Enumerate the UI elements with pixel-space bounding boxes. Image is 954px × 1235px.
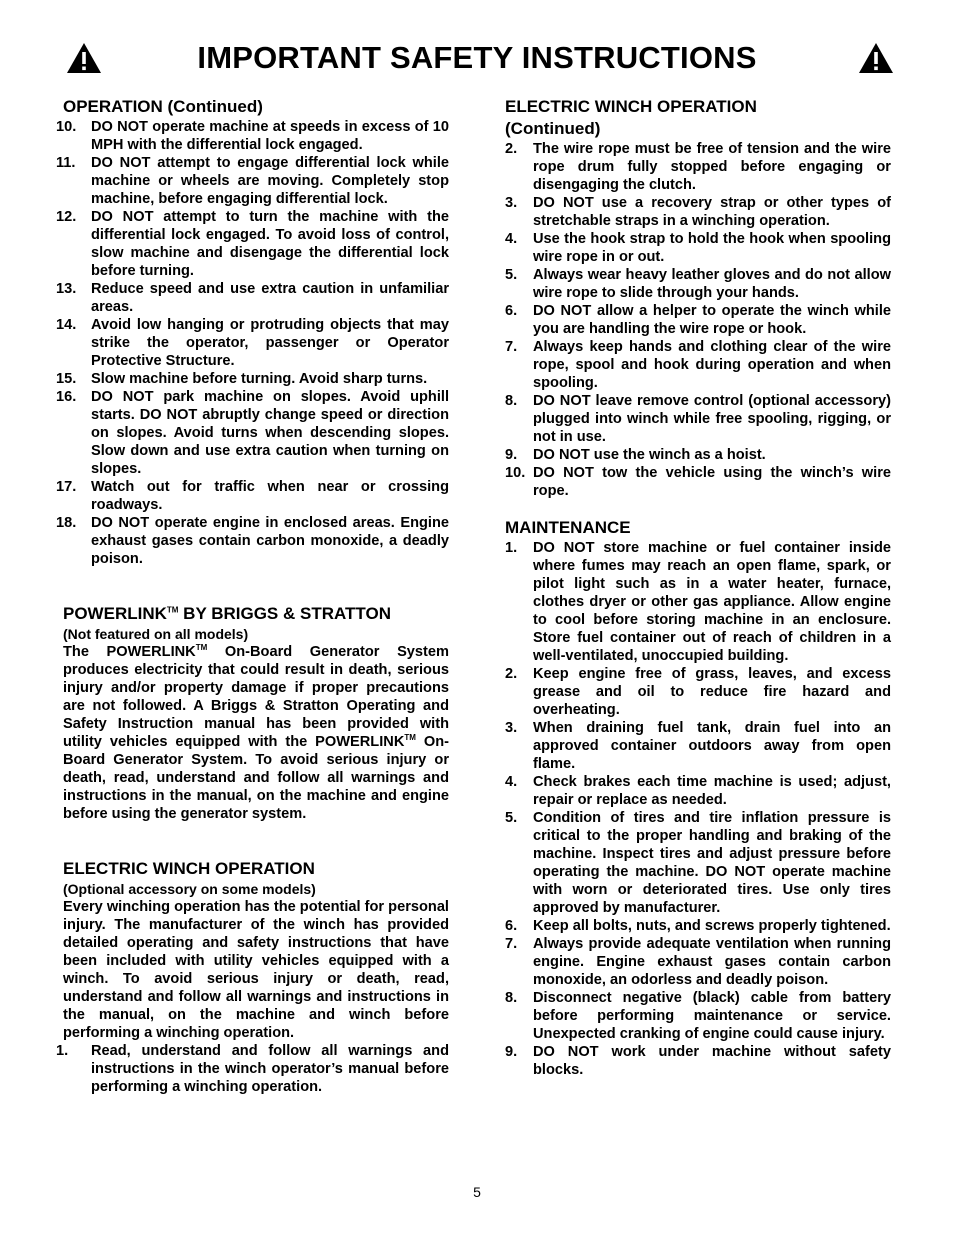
list-item: 10. DO NOT tow the vehicle using the winch’s wire rope.: [505, 465, 891, 499]
list-item: 17. Watch out for traffic when near or crossing roadways.: [56, 479, 449, 513]
list-item: 8. Disconnect negative (black) cable from battery before performing maintenance or service. Unexpected cranking of engine could cause injury.: [505, 990, 891, 1042]
list-item: 6. DO NOT allow a helper to operate the winch while you are handling the wire rope or hook.: [505, 303, 891, 337]
list-item: 2. The wire rope must be free of tension and the wire rope drum fully stopped before engaging or disengaging the clutch.: [505, 141, 891, 193]
winch-heading: ELECTRIC WINCH OPERATION: [63, 859, 315, 878]
list-item: 3. DO NOT use a recovery strap or other types of stretchable straps in a winching operation.: [505, 195, 891, 229]
list-item: 14. Avoid low hanging or protruding objects that may strike the operator, passenger or Operator Protective Structure.: [56, 317, 449, 369]
list-item: 1. DO NOT store machine or fuel container inside where fumes may reach an open flame, spark, or pilot light such as in a water heater, furnace, clothes dryer or other gas appliance. Allow engine to cool before storing machine in an enclosure. Store fuel container out of reach of children in a well-ventilated, unoccupied building.: [505, 540, 891, 664]
list-item: 9. DO NOT use the winch as a hoist.: [505, 447, 766, 463]
winch-list: [56, 1042, 449, 1096]
winch-continued-heading: ELECTRIC WINCH OPERATION (Continued): [505, 97, 757, 138]
operation-heading: OPERATION (Continued): [63, 97, 263, 116]
list-item: 6. Keep all bolts, nuts, and screws properly tightened.: [505, 918, 891, 934]
list-item: 3. When draining fuel tank, drain fuel into an approved container outdoors away from open flame.: [505, 720, 891, 772]
operation-list: [56, 118, 449, 568]
list-item: 4. Use the hook strap to hold the hook when spooling wire rope in or out.: [505, 231, 891, 265]
list-item: 5. Always wear heavy leather gloves and do not allow wire rope to slide through your hands.: [505, 267, 891, 301]
maintenance-heading: MAINTENANCE: [505, 518, 631, 537]
list-item: 1. Read, understand and follow all warnings and instructions in the winch operator’s manual before performing a winching operation.: [56, 1043, 449, 1095]
list-item: 2. Keep engine free of grass, leaves, and excess grease and oil to reduce fire hazard and overheating.: [505, 666, 891, 718]
powerlink-paragraph: The POWERLINK™ On-Board Generator System produces electricity that could result in death, serious injury and/or property damage if proper precautions are not followed. A Briggs & Stratton Operating and Safety Instruction manual has been provided with utility vehicles equipped with the POWERLINK™ On-Board Generator System. To avoid serious injury or death, read, understand and follow all warnings and instructions in the manual, on the machine and engine before using the generator system.: [63, 643, 449, 822]
list-item: 15. Slow machine before turning. Avoid sharp turns.: [56, 371, 428, 387]
winch-note: (Optional accessory on some models): [63, 881, 316, 897]
list-item: 16. DO NOT park machine on slopes. Avoid uphill starts. DO NOT abruptly change speed or direction on slopes. Avoid turns when descending slopes. Slow down and use extra caution when turning on slopes.: [56, 389, 449, 477]
list-item: 9. DO NOT work under machine without safety blocks.: [505, 1044, 891, 1078]
list-item: 10. DO NOT operate machine at speeds in excess of 10 MPH with the differential lock engaged.: [56, 119, 449, 153]
left-column: [56, 96, 449, 1096]
list-item: 11. DO NOT attempt to engage differential lock while machine or wheels are moving. Completely stop machine, before engaging differential lock.: [56, 155, 449, 207]
page-number: 5: [473, 1184, 481, 1200]
powerlink-note: (Not featured on all models): [63, 626, 249, 642]
right-column: [505, 96, 891, 1079]
list-item: 13. Reduce speed and use extra caution in unfamiliar areas.: [56, 281, 449, 315]
list-item: 7. Always provide adequate ventilation when running engine. Engine exhaust gases contain carbon monoxide, an odorless and deadly poison.: [505, 936, 891, 988]
list-item: 7. Always keep hands and clothing clear of the wire rope, spool and hook during operation and when spooling.: [505, 339, 891, 391]
list-item: 5. Condition of tires and tire inflation pressure is critical to the proper handling and braking of the machine. Inspect tires and adjust pressure before operating the machine. DO NOT operate machine with worn or deteriorated tires. Use only tires approved by manufacturer.: [505, 810, 891, 916]
list-item: 8. DO NOT leave remove control (optional accessory) plugged into winch while free spooling, rigging, or not in use.: [505, 393, 891, 445]
page-title: IMPORTANT SAFETY INSTRUCTIONS: [197, 40, 757, 75]
winch-continued-list: [505, 140, 891, 500]
list-item: 12. DO NOT attempt to turn the machine with the differential lock engaged. To avoid loss of control, slow machine and disengage the differential lock before turning.: [56, 209, 449, 279]
winch-paragraph: Every winching operation has the potential for personal injury. The manufacturer of the winch has provided detailed operating and safety instructions that have been included with utility vehicles equipped with a winch. To avoid serious injury or death, read, understand and follow all warnings and instructions in the manual, on the machine and winch before performing a winching operation.: [63, 899, 449, 1041]
list-item: 4. Check brakes each time machine is used; adjust, repair or replace as needed.: [505, 774, 891, 808]
powerlink-heading: POWERLINK™ BY BRIGGS & STRATTON: [63, 604, 391, 623]
maintenance-list: [505, 539, 891, 1079]
warning-triangle-icon: [858, 42, 894, 74]
list-item: 18. DO NOT operate engine in enclosed areas. Engine exhaust gases contain carbon monoxide, a deadly poison.: [56, 515, 449, 567]
